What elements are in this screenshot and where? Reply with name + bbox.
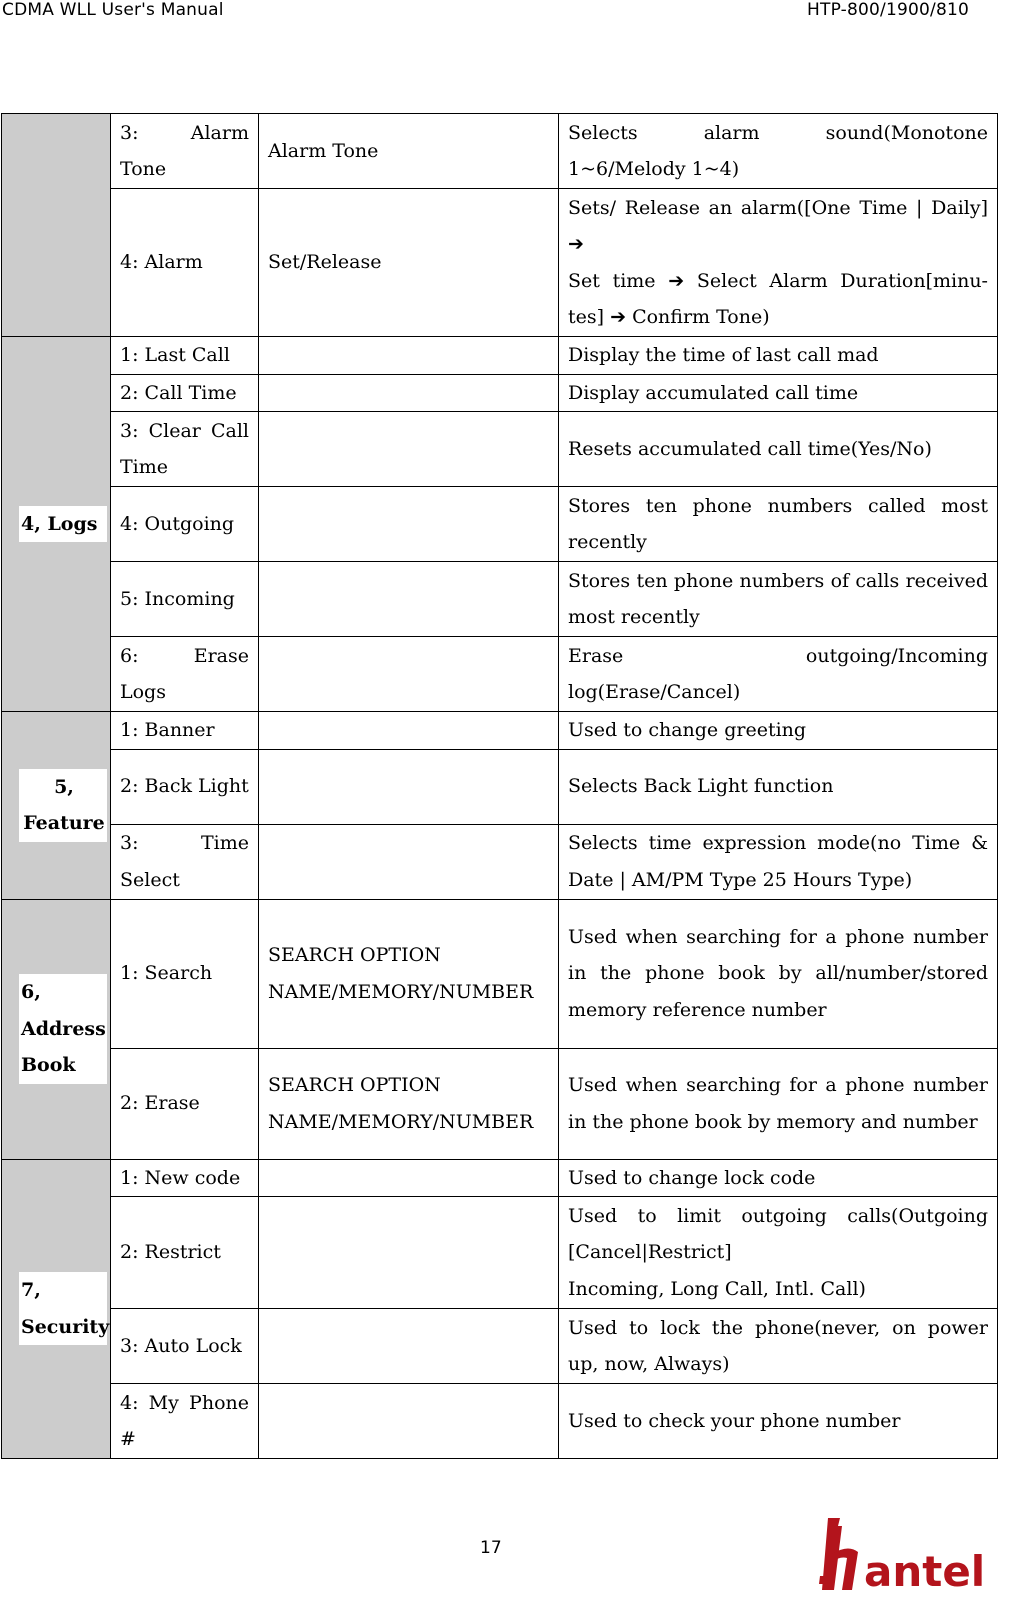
table-row bbox=[2, 824, 998, 899]
menu-option: Alarm Tone bbox=[259, 114, 559, 189]
menu-item: 5: Incoming bbox=[111, 562, 259, 637]
category-label: 6, Address Book bbox=[19, 974, 107, 1084]
menu-description: Used to check your phone number bbox=[559, 1384, 998, 1459]
search-option-values: NAME/MEMORY/NUMBER bbox=[268, 1110, 534, 1133]
menu-item: 4: My Phone # bbox=[111, 1384, 259, 1459]
menu-description: Used when searching for a phone number in the phone book by all/number/stored memory reference number bbox=[559, 899, 998, 1048]
menu-item: 1: New code bbox=[111, 1159, 259, 1197]
menu-description bbox=[559, 1197, 998, 1309]
search-option-label: SEARCH OPTION bbox=[268, 944, 441, 966]
menu-description: Resets accumulated call time(Yes/No) bbox=[559, 412, 998, 487]
menu-item: 2: Call Time bbox=[111, 374, 259, 412]
table-row bbox=[2, 562, 998, 637]
table-row bbox=[2, 1384, 998, 1459]
menu-item: 3: Alarm Tone bbox=[111, 114, 259, 189]
menu-option bbox=[259, 374, 559, 412]
menu-description: Erase outgoing/Incoming log(Erase/Cancel) bbox=[559, 637, 998, 712]
category-label: 7, Security bbox=[19, 1272, 107, 1345]
table-row bbox=[2, 189, 998, 337]
menu-item: 2: Restrict bbox=[111, 1197, 259, 1309]
menu-description: Used to change lock code bbox=[559, 1159, 998, 1197]
menu-item: 4: Alarm bbox=[111, 189, 259, 337]
menu-description: Stores ten phone numbers of calls received most recently bbox=[559, 562, 998, 637]
menu-option bbox=[259, 1048, 559, 1159]
menu-table bbox=[1, 113, 998, 1459]
logo-text: antel bbox=[864, 1547, 986, 1593]
menu-description bbox=[559, 189, 998, 337]
table-row bbox=[2, 487, 998, 562]
category-security bbox=[2, 1159, 111, 1459]
menu-description: Used when searching for a phone number in the phone book by memory and number bbox=[559, 1048, 998, 1159]
arrow-right-icon: ➔ bbox=[668, 269, 685, 292]
menu-description: Selects Back Light function bbox=[559, 749, 998, 824]
header-model-number: HTP-800/1900/810 bbox=[807, 0, 969, 20]
menu-description: Display accumulated call time bbox=[559, 374, 998, 412]
menu-option bbox=[259, 824, 559, 899]
category-feature bbox=[2, 712, 111, 900]
menu-item: 3: Clear Call Time bbox=[111, 412, 259, 487]
restrict-desc-line-2: Incoming, Long Call, Intl. Call) bbox=[568, 1277, 866, 1300]
alarm-desc-line-2: Set time bbox=[568, 269, 656, 292]
menu-item: 2: Erase bbox=[111, 1048, 259, 1159]
menu-item: 4: Outgoing bbox=[111, 487, 259, 562]
alarm-desc-line-1: Sets/ Release an alarm([One Time | Daily] bbox=[568, 196, 988, 219]
menu-item: 3: Time Select bbox=[111, 824, 259, 899]
table-row bbox=[2, 1159, 998, 1197]
table-row bbox=[2, 412, 998, 487]
category-logs bbox=[2, 337, 111, 712]
table-row bbox=[2, 1048, 998, 1159]
menu-item: 6: Erase Logs bbox=[111, 637, 259, 712]
menu-option bbox=[259, 712, 559, 750]
table-row bbox=[2, 899, 998, 1048]
menu-option bbox=[259, 637, 559, 712]
menu-option bbox=[259, 337, 559, 375]
restrict-desc-line-1: Used to limit outgoing calls(Outgoing [Cancel|Restrict] bbox=[568, 1204, 988, 1264]
menu-option: Set/Release bbox=[259, 189, 559, 337]
table-row bbox=[2, 337, 998, 375]
menu-item: 1: Search bbox=[111, 899, 259, 1048]
menu-option bbox=[259, 487, 559, 562]
category-label: 4, Logs bbox=[19, 506, 107, 543]
menu-option bbox=[259, 412, 559, 487]
arrow-right-icon: ➔ bbox=[610, 306, 627, 328]
menu-description: Selects time expression mode(no Time & Date | AM/PM Type 25 Hours Type) bbox=[559, 824, 998, 899]
menu-option bbox=[259, 1384, 559, 1459]
category-cell-blank bbox=[2, 114, 111, 337]
search-option-label: SEARCH OPTION bbox=[268, 1074, 441, 1096]
menu-item: 2: Back Light bbox=[111, 749, 259, 824]
menu-item: 3: Auto Lock bbox=[111, 1309, 259, 1384]
alarm-desc-line-4: Confirm Tone) bbox=[632, 306, 770, 328]
table-row bbox=[2, 637, 998, 712]
menu-option bbox=[259, 749, 559, 824]
menu-description: Display the time of last call mad bbox=[559, 337, 998, 375]
category-address-book bbox=[2, 899, 111, 1159]
table-row bbox=[2, 749, 998, 824]
table-row bbox=[2, 1197, 998, 1309]
alarm-desc-line-3: Select Alarm Duration[minu-tes] bbox=[568, 269, 988, 328]
menu-description: Used to change greeting bbox=[559, 712, 998, 750]
menu-item: 1: Last Call bbox=[111, 337, 259, 375]
table-row bbox=[2, 114, 998, 189]
table-row bbox=[2, 374, 998, 412]
arrow-right-icon: ➔ bbox=[568, 233, 584, 255]
menu-item: 1: Banner bbox=[111, 712, 259, 750]
menu-description: Used to lock the phone(never, on power up, now, Always) bbox=[559, 1309, 998, 1384]
page-number: 17 bbox=[480, 1538, 502, 1558]
menu-description: Selects alarm sound(Monotone 1~6/Melody 1~4) bbox=[559, 114, 998, 189]
hantel-logo-graphic bbox=[818, 1518, 998, 1593]
table-row bbox=[2, 1309, 998, 1384]
category-label: 5, Feature bbox=[19, 769, 107, 842]
menu-description: Stores ten phone numbers called most recently bbox=[559, 487, 998, 562]
menu-option bbox=[259, 562, 559, 637]
search-option-values: NAME/MEMORY/NUMBER bbox=[268, 980, 534, 1003]
header-manual-title: CDMA WLL User's Manual bbox=[2, 0, 224, 20]
menu-option bbox=[259, 899, 559, 1048]
hantel-logo bbox=[818, 1518, 998, 1597]
menu-option bbox=[259, 1309, 559, 1384]
table-row bbox=[2, 712, 998, 750]
menu-option bbox=[259, 1197, 559, 1309]
menu-option bbox=[259, 1159, 559, 1197]
